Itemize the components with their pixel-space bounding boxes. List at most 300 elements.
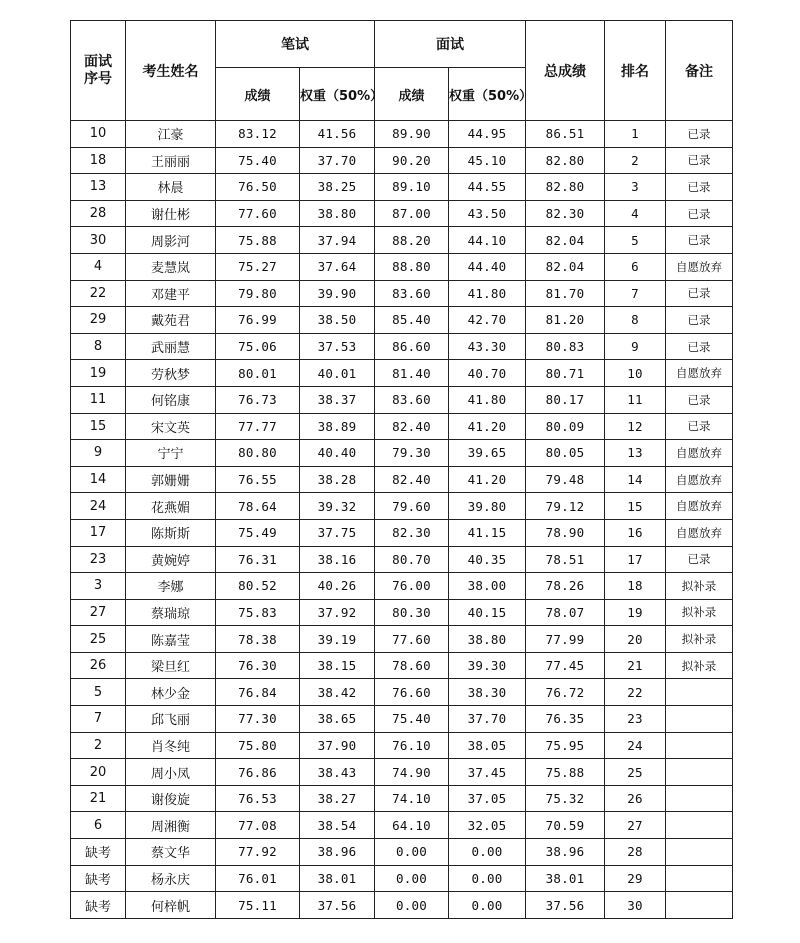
table-row <box>71 147 733 174</box>
cell-written-weight: 38.96 <box>300 839 375 866</box>
cell-written-score: 79.80 <box>216 280 300 307</box>
cell-note <box>666 892 733 919</box>
cell-rank: 10 <box>605 360 666 387</box>
cell-note <box>666 732 733 759</box>
cell-seq: 14 <box>71 466 126 493</box>
cell-seq: 2 <box>71 732 126 759</box>
cell-seq: 27 <box>71 599 126 626</box>
cell-note: 自愿放弃 <box>666 466 733 493</box>
cell-name: 蔡瑞琼 <box>126 599 216 626</box>
cell-interview-weight: 40.35 <box>449 546 526 573</box>
cell-seq: 10 <box>71 121 126 148</box>
cell-name: 郭姗姗 <box>126 466 216 493</box>
cell-written-score: 80.01 <box>216 360 300 387</box>
cell-seq: 9 <box>71 440 126 467</box>
cell-written-score: 76.50 <box>216 174 300 201</box>
table-row <box>71 413 733 440</box>
table-body <box>71 121 733 919</box>
cell-name: 周影河 <box>126 227 216 254</box>
cell-rank: 2 <box>605 147 666 174</box>
cell-interview-score: 79.60 <box>375 493 449 520</box>
cell-interview-score: 81.40 <box>375 360 449 387</box>
cell-written-weight: 38.01 <box>300 865 375 892</box>
cell-written-score: 76.84 <box>216 679 300 706</box>
cell-written-weight: 37.70 <box>300 147 375 174</box>
table-row <box>71 573 733 600</box>
cell-written-weight: 38.43 <box>300 759 375 786</box>
cell-written-score: 75.80 <box>216 732 300 759</box>
cell-total: 38.01 <box>526 865 605 892</box>
table-row <box>71 865 733 892</box>
cell-interview-score: 75.40 <box>375 706 449 733</box>
cell-total: 82.80 <box>526 174 605 201</box>
cell-name: 陈嘉莹 <box>126 626 216 653</box>
cell-written-weight: 38.54 <box>300 812 375 839</box>
header-interview-weight: 权重（50%） <box>449 68 526 121</box>
table-row <box>71 546 733 573</box>
cell-rank: 16 <box>605 519 666 546</box>
cell-interview-score: 88.20 <box>375 227 449 254</box>
cell-rank: 22 <box>605 679 666 706</box>
cell-written-weight: 37.94 <box>300 227 375 254</box>
cell-written-score: 76.53 <box>216 785 300 812</box>
cell-interview-weight: 39.65 <box>449 440 526 467</box>
cell-rank: 30 <box>605 892 666 919</box>
cell-written-weight: 40.26 <box>300 573 375 600</box>
cell-interview-score: 89.10 <box>375 174 449 201</box>
cell-note: 已录 <box>666 147 733 174</box>
cell-seq: 25 <box>71 626 126 653</box>
cell-interview-weight: 0.00 <box>449 892 526 919</box>
cell-rank: 6 <box>605 253 666 280</box>
cell-written-score: 76.01 <box>216 865 300 892</box>
cell-seq: 15 <box>71 413 126 440</box>
cell-seq: 3 <box>71 573 126 600</box>
cell-seq: 缺考 <box>71 865 126 892</box>
table-row <box>71 892 733 919</box>
cell-rank: 28 <box>605 839 666 866</box>
cell-total: 77.99 <box>526 626 605 653</box>
cell-written-weight: 40.40 <box>300 440 375 467</box>
cell-interview-score: 80.30 <box>375 599 449 626</box>
cell-written-score: 77.92 <box>216 839 300 866</box>
table-row <box>71 812 733 839</box>
table-row <box>71 200 733 227</box>
table-row <box>71 121 733 148</box>
cell-total: 80.17 <box>526 386 605 413</box>
cell-rank: 4 <box>605 200 666 227</box>
cell-written-score: 75.11 <box>216 892 300 919</box>
header-interview-score: 成绩 <box>375 68 449 121</box>
cell-rank: 5 <box>605 227 666 254</box>
cell-interview-weight: 41.80 <box>449 386 526 413</box>
cell-written-weight: 38.50 <box>300 307 375 334</box>
cell-rank: 14 <box>605 466 666 493</box>
cell-rank: 25 <box>605 759 666 786</box>
cell-written-score: 83.12 <box>216 121 300 148</box>
cell-interview-weight: 41.15 <box>449 519 526 546</box>
cell-rank: 21 <box>605 652 666 679</box>
table-row <box>71 732 733 759</box>
cell-name: 谢仕彬 <box>126 200 216 227</box>
table-row <box>71 839 733 866</box>
header-name: 考生姓名 <box>126 21 216 121</box>
cell-seq: 11 <box>71 386 126 413</box>
cell-note: 已录 <box>666 307 733 334</box>
header-rank: 排名 <box>605 21 666 121</box>
cell-interview-weight: 38.30 <box>449 679 526 706</box>
table-row <box>71 626 733 653</box>
cell-name: 林少金 <box>126 679 216 706</box>
cell-seq: 5 <box>71 679 126 706</box>
cell-interview-weight: 44.10 <box>449 227 526 254</box>
cell-interview-score: 79.30 <box>375 440 449 467</box>
cell-interview-weight: 44.95 <box>449 121 526 148</box>
table-row <box>71 466 733 493</box>
table-row <box>71 759 733 786</box>
cell-note <box>666 865 733 892</box>
table-row <box>71 227 733 254</box>
cell-rank: 26 <box>605 785 666 812</box>
cell-name: 武丽慧 <box>126 333 216 360</box>
cell-total: 75.32 <box>526 785 605 812</box>
cell-written-weight: 39.19 <box>300 626 375 653</box>
cell-rank: 18 <box>605 573 666 600</box>
cell-written-score: 76.30 <box>216 652 300 679</box>
cell-seq: 6 <box>71 812 126 839</box>
cell-total: 82.80 <box>526 147 605 174</box>
cell-interview-weight: 39.80 <box>449 493 526 520</box>
cell-rank: 20 <box>605 626 666 653</box>
cell-note: 已录 <box>666 546 733 573</box>
cell-written-score: 76.55 <box>216 466 300 493</box>
cell-seq: 30 <box>71 227 126 254</box>
cell-interview-weight: 41.20 <box>449 413 526 440</box>
cell-written-score: 77.30 <box>216 706 300 733</box>
cell-rank: 27 <box>605 812 666 839</box>
cell-interview-weight: 44.40 <box>449 253 526 280</box>
table-row <box>71 652 733 679</box>
cell-total: 79.48 <box>526 466 605 493</box>
cell-total: 78.26 <box>526 573 605 600</box>
cell-interview-score: 0.00 <box>375 865 449 892</box>
cell-note <box>666 706 733 733</box>
cell-interview-score: 83.60 <box>375 280 449 307</box>
cell-written-weight: 38.16 <box>300 546 375 573</box>
cell-written-score: 75.27 <box>216 253 300 280</box>
cell-interview-score: 78.60 <box>375 652 449 679</box>
cell-interview-score: 90.20 <box>375 147 449 174</box>
cell-total: 38.96 <box>526 839 605 866</box>
cell-written-score: 75.88 <box>216 227 300 254</box>
cell-total: 75.88 <box>526 759 605 786</box>
cell-note: 已录 <box>666 280 733 307</box>
cell-written-weight: 38.80 <box>300 200 375 227</box>
table-row <box>71 679 733 706</box>
cell-rank: 11 <box>605 386 666 413</box>
cell-written-score: 76.86 <box>216 759 300 786</box>
cell-interview-weight: 41.20 <box>449 466 526 493</box>
cell-note: 已录 <box>666 333 733 360</box>
cell-name: 杨永庆 <box>126 865 216 892</box>
cell-name: 麦慧岚 <box>126 253 216 280</box>
cell-interview-score: 80.70 <box>375 546 449 573</box>
cell-interview-weight: 38.00 <box>449 573 526 600</box>
cell-interview-weight: 38.80 <box>449 626 526 653</box>
cell-note <box>666 759 733 786</box>
cell-note: 已录 <box>666 174 733 201</box>
table-row <box>71 440 733 467</box>
cell-written-weight: 37.75 <box>300 519 375 546</box>
cell-interview-score: 74.90 <box>375 759 449 786</box>
table-row <box>71 307 733 334</box>
cell-written-weight: 38.27 <box>300 785 375 812</box>
cell-interview-score: 74.10 <box>375 785 449 812</box>
table-row <box>71 599 733 626</box>
cell-interview-weight: 44.55 <box>449 174 526 201</box>
cell-total: 75.95 <box>526 732 605 759</box>
cell-seq: 4 <box>71 253 126 280</box>
cell-total: 82.30 <box>526 200 605 227</box>
cell-written-score: 75.49 <box>216 519 300 546</box>
cell-total: 81.70 <box>526 280 605 307</box>
table-row <box>71 493 733 520</box>
cell-interview-score: 0.00 <box>375 892 449 919</box>
cell-total: 78.07 <box>526 599 605 626</box>
cell-written-weight: 38.15 <box>300 652 375 679</box>
cell-total: 80.09 <box>526 413 605 440</box>
cell-interview-weight: 45.10 <box>449 147 526 174</box>
cell-name: 黄婉婷 <box>126 546 216 573</box>
cell-seq: 13 <box>71 174 126 201</box>
cell-interview-score: 76.10 <box>375 732 449 759</box>
cell-interview-score: 86.60 <box>375 333 449 360</box>
cell-interview-score: 85.40 <box>375 307 449 334</box>
header-written-weight: 权重（50%） <box>300 68 375 121</box>
cell-interview-score: 83.60 <box>375 386 449 413</box>
cell-seq: 26 <box>71 652 126 679</box>
cell-interview-weight: 37.70 <box>449 706 526 733</box>
cell-total: 78.51 <box>526 546 605 573</box>
cell-interview-score: 76.00 <box>375 573 449 600</box>
header-note: 备注 <box>666 21 733 121</box>
cell-written-score: 75.06 <box>216 333 300 360</box>
cell-interview-weight: 0.00 <box>449 839 526 866</box>
cell-written-score: 78.64 <box>216 493 300 520</box>
cell-interview-score: 89.90 <box>375 121 449 148</box>
cell-note: 已录 <box>666 121 733 148</box>
cell-seq: 29 <box>71 307 126 334</box>
cell-note <box>666 812 733 839</box>
cell-interview-score: 77.60 <box>375 626 449 653</box>
cell-written-weight: 38.37 <box>300 386 375 413</box>
cell-rank: 12 <box>605 413 666 440</box>
cell-note: 自愿放弃 <box>666 493 733 520</box>
cell-written-score: 75.40 <box>216 147 300 174</box>
table-row <box>71 174 733 201</box>
cell-written-score: 77.77 <box>216 413 300 440</box>
cell-rank: 8 <box>605 307 666 334</box>
cell-note: 拟补录 <box>666 626 733 653</box>
cell-written-score: 80.80 <box>216 440 300 467</box>
cell-rank: 23 <box>605 706 666 733</box>
cell-seq: 19 <box>71 360 126 387</box>
cell-rank: 3 <box>605 174 666 201</box>
cell-written-weight: 39.90 <box>300 280 375 307</box>
cell-name: 蔡文华 <box>126 839 216 866</box>
cell-name: 劳秋梦 <box>126 360 216 387</box>
cell-name: 梁旦红 <box>126 652 216 679</box>
cell-interview-score: 0.00 <box>375 839 449 866</box>
cell-note: 拟补录 <box>666 652 733 679</box>
cell-name: 宋文英 <box>126 413 216 440</box>
cell-seq: 23 <box>71 546 126 573</box>
cell-note: 已录 <box>666 413 733 440</box>
cell-interview-weight: 42.70 <box>449 307 526 334</box>
cell-name: 王丽丽 <box>126 147 216 174</box>
cell-total: 81.20 <box>526 307 605 334</box>
cell-written-score: 75.83 <box>216 599 300 626</box>
cell-seq: 缺考 <box>71 892 126 919</box>
cell-interview-score: 87.00 <box>375 200 449 227</box>
cell-total: 80.05 <box>526 440 605 467</box>
header-seq <box>71 21 126 121</box>
cell-written-weight: 37.92 <box>300 599 375 626</box>
cell-name: 邱飞丽 <box>126 706 216 733</box>
cell-note <box>666 785 733 812</box>
cell-total: 76.72 <box>526 679 605 706</box>
cell-name: 周湘衡 <box>126 812 216 839</box>
cell-rank: 9 <box>605 333 666 360</box>
table-row <box>71 706 733 733</box>
cell-name: 花燕媚 <box>126 493 216 520</box>
cell-interview-weight: 32.05 <box>449 812 526 839</box>
header-seq-label: 面试序号 <box>84 53 112 87</box>
table-row <box>71 333 733 360</box>
cell-interview-weight: 0.00 <box>449 865 526 892</box>
cell-name: 林晨 <box>126 174 216 201</box>
cell-written-weight: 38.65 <box>300 706 375 733</box>
cell-seq: 8 <box>71 333 126 360</box>
cell-interview-score: 82.40 <box>375 413 449 440</box>
cell-written-score: 76.73 <box>216 386 300 413</box>
cell-note: 已录 <box>666 386 733 413</box>
cell-written-weight: 38.89 <box>300 413 375 440</box>
cell-written-weight: 38.28 <box>300 466 375 493</box>
cell-interview-weight: 40.15 <box>449 599 526 626</box>
cell-name: 谢俊旋 <box>126 785 216 812</box>
table-row <box>71 253 733 280</box>
cell-seq: 18 <box>71 147 126 174</box>
cell-name: 何梓帆 <box>126 892 216 919</box>
cell-interview-weight: 37.45 <box>449 759 526 786</box>
header-interview: 面试 <box>375 21 526 68</box>
header-written: 笔试 <box>216 21 375 68</box>
cell-written-weight: 37.64 <box>300 253 375 280</box>
cell-written-weight: 37.53 <box>300 333 375 360</box>
cell-seq: 28 <box>71 200 126 227</box>
cell-note: 拟补录 <box>666 573 733 600</box>
cell-total: 86.51 <box>526 121 605 148</box>
cell-written-score: 78.38 <box>216 626 300 653</box>
cell-note <box>666 679 733 706</box>
cell-seq: 21 <box>71 785 126 812</box>
cell-rank: 7 <box>605 280 666 307</box>
table-header <box>71 21 733 121</box>
cell-note: 自愿放弃 <box>666 253 733 280</box>
cell-total: 77.45 <box>526 652 605 679</box>
cell-name: 邓建平 <box>126 280 216 307</box>
cell-seq: 22 <box>71 280 126 307</box>
cell-total: 80.71 <box>526 360 605 387</box>
header-total: 总成绩 <box>526 21 605 121</box>
cell-written-weight: 40.01 <box>300 360 375 387</box>
cell-name: 宁宁 <box>126 440 216 467</box>
cell-total: 78.90 <box>526 519 605 546</box>
cell-total: 80.83 <box>526 333 605 360</box>
cell-total: 79.12 <box>526 493 605 520</box>
cell-rank: 15 <box>605 493 666 520</box>
cell-rank: 24 <box>605 732 666 759</box>
cell-written-score: 77.60 <box>216 200 300 227</box>
cell-interview-weight: 43.30 <box>449 333 526 360</box>
cell-interview-weight: 41.80 <box>449 280 526 307</box>
cell-name: 何铭康 <box>126 386 216 413</box>
cell-seq: 7 <box>71 706 126 733</box>
cell-total: 82.04 <box>526 227 605 254</box>
cell-name: 江豪 <box>126 121 216 148</box>
cell-written-weight: 41.56 <box>300 121 375 148</box>
cell-note: 自愿放弃 <box>666 360 733 387</box>
cell-interview-score: 82.30 <box>375 519 449 546</box>
cell-rank: 19 <box>605 599 666 626</box>
cell-seq: 20 <box>71 759 126 786</box>
cell-name: 周小凤 <box>126 759 216 786</box>
cell-note: 自愿放弃 <box>666 440 733 467</box>
cell-interview-score: 88.80 <box>375 253 449 280</box>
cell-interview-score: 64.10 <box>375 812 449 839</box>
cell-written-score: 76.99 <box>216 307 300 334</box>
cell-rank: 1 <box>605 121 666 148</box>
cell-name: 肖冬纯 <box>126 732 216 759</box>
cell-note: 已录 <box>666 227 733 254</box>
cell-rank: 29 <box>605 865 666 892</box>
cell-interview-weight: 38.05 <box>449 732 526 759</box>
cell-rank: 17 <box>605 546 666 573</box>
cell-note <box>666 839 733 866</box>
cell-written-weight: 37.56 <box>300 892 375 919</box>
cell-rank: 13 <box>605 440 666 467</box>
cell-seq: 17 <box>71 519 126 546</box>
table-row <box>71 280 733 307</box>
cell-total: 82.04 <box>526 253 605 280</box>
cell-interview-score: 82.40 <box>375 466 449 493</box>
cell-written-score: 80.52 <box>216 573 300 600</box>
table-row <box>71 386 733 413</box>
cell-total: 76.35 <box>526 706 605 733</box>
cell-total: 70.59 <box>526 812 605 839</box>
cell-written-weight: 38.25 <box>300 174 375 201</box>
cell-seq: 24 <box>71 493 126 520</box>
cell-interview-score: 76.60 <box>375 679 449 706</box>
table-row <box>71 785 733 812</box>
cell-written-weight: 38.42 <box>300 679 375 706</box>
cell-written-score: 77.08 <box>216 812 300 839</box>
cell-written-weight: 37.90 <box>300 732 375 759</box>
cell-note: 已录 <box>666 200 733 227</box>
cell-note: 自愿放弃 <box>666 519 733 546</box>
cell-interview-weight: 43.50 <box>449 200 526 227</box>
